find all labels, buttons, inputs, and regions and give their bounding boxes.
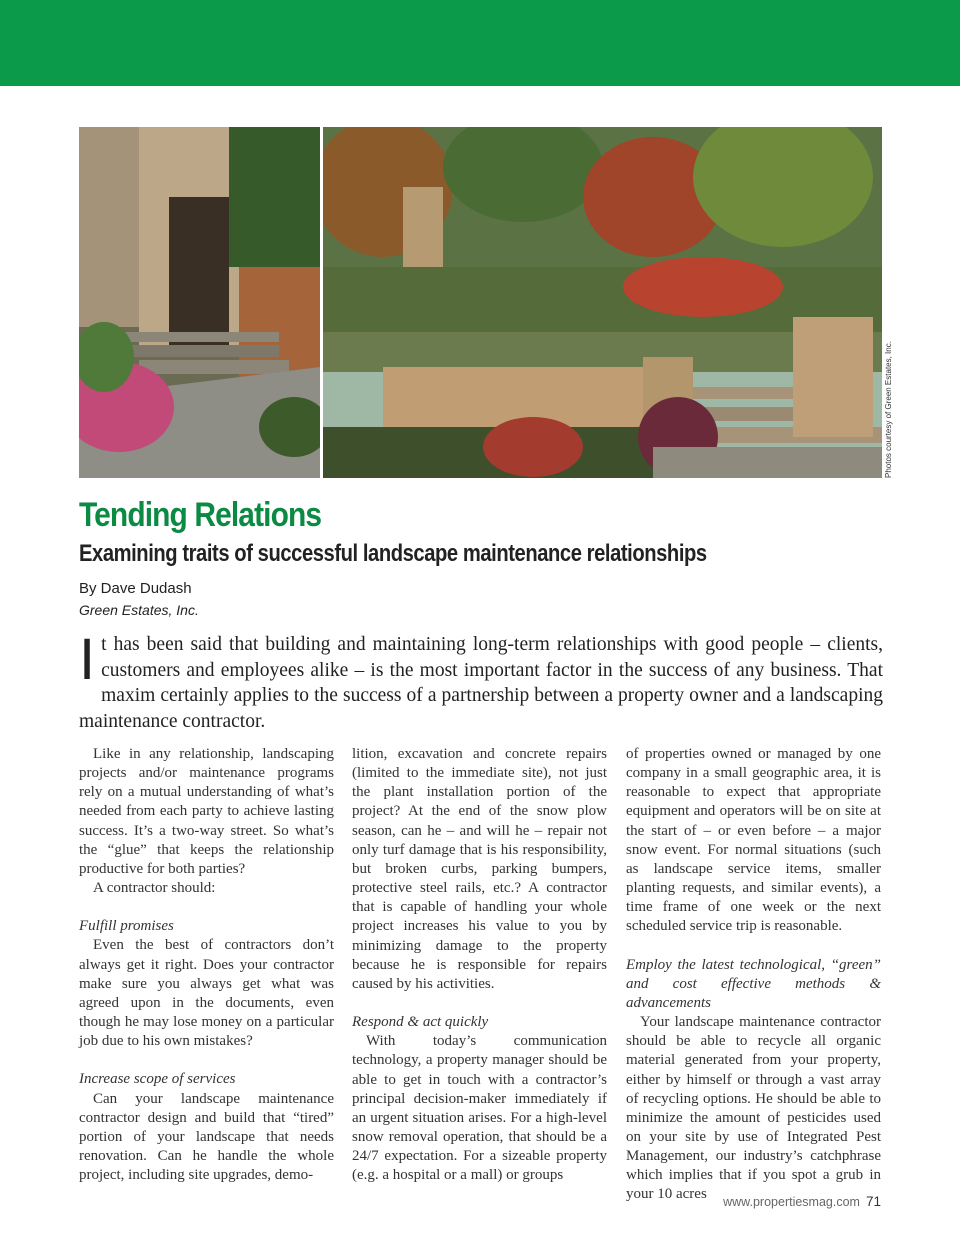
paragraph: With today’s communication technology, a property manager should be able to get in touch with a contractor’s principal decision-maker immediately if an urgent situation arises. For a high-level snow removal operation, that should be a 24/7 expectation. For a sizeable property (e.g. a hospital or a mall) or groups (352, 1033, 607, 1184)
paragraph: of properties owned or managed by one company in a small geographic area, it is reasonable to expect that appropriate equipment and operators will be on site at the start of – or even before – a major snow event. For normal situations (such as landscape service items, smaller planting requests, and similar events), a time frame of one week or the next scheduled service trip is reasonable. (626, 746, 881, 935)
article-title: Tending Relations (79, 496, 322, 534)
house-entrance-photo (79, 127, 320, 478)
paragraph: Your landscape maintenance contractor should be able to recycle all organic material generated from your property, either by himself or through a vast array of recycling options. He should be able to minimize the amount of pesticides used on your site by use of Integrated Pest Management, our industry’s catchphrase which implies that if you spot a grub in your 10 acres (626, 1014, 881, 1203)
lead-text: t has been said that building and maintaining long-term relationships with good people – clients, customers and employees alike – is the most important factor in the success of any business. That maxim certainly applies to the success of a partnership between a property owner and a landscaping maintenance contractor. (79, 634, 883, 732)
terraced-garden-photo (323, 127, 882, 478)
header-color-bar (0, 0, 960, 86)
drop-cap: I (79, 627, 96, 692)
author-company: Green Estates, Inc. (79, 602, 199, 618)
column-3 (626, 745, 881, 1205)
column-2 (352, 745, 607, 1185)
article-subtitle: Examining traits of successful landscape maintenance relationships (79, 540, 707, 567)
website-url: www.propertiesmag.com (723, 1195, 860, 1209)
lead-paragraph (79, 627, 883, 734)
paragraph: Like in any relationship, landscaping projects and/or maintenance programs rely on a mutual understanding of what’s needed from each party to achieve lasting success. It’s a two-way street. So what’s the “glue” that keeps the relationship productive for both parties? (79, 746, 334, 877)
author-byline: By Dave Dudash (79, 580, 192, 597)
section-heading: Employ the latest technological, “green” and cost effective methods & advancements (626, 956, 881, 1011)
paragraph: A contractor should: (93, 880, 216, 897)
paragraph: Even the best of contractors don’t always get it right. Does your contractor make sure you always get what was agreed upon in the documents, even though he may lose money on a particular job due to his own mistakes? (79, 937, 334, 1050)
section-heading: Increase scope of services (79, 1071, 236, 1088)
section-heading: Fulfill promises (79, 918, 174, 935)
page-footer (723, 1194, 881, 1209)
page-number: 71 (865, 1194, 881, 1209)
column-1 (79, 745, 334, 1185)
photo-credit: Photos courtesy of Green Estates, Inc. (884, 341, 893, 478)
section-heading: Respond & act quickly (352, 1014, 489, 1031)
paragraph: lition, excavation and concrete repairs (limited to the immediate site), not just the plant installation portion of the project? At the end of the snow plow season, can he – and will he – repair not only turf damage that is his responsibility, but broken curbs, parking bumpers, protective steel rails, etc.? A contractor that is capable of handling your whole project increases his value to you by minimizing damage to the property because he is responsible for repairs caused by his activities. (352, 746, 607, 992)
paragraph: Can your landscape maintenance contractor design and build that “tired” portion of your landscape that needs renovation. Can he handle the whole project, including site upgrades, demo- (79, 1090, 334, 1184)
